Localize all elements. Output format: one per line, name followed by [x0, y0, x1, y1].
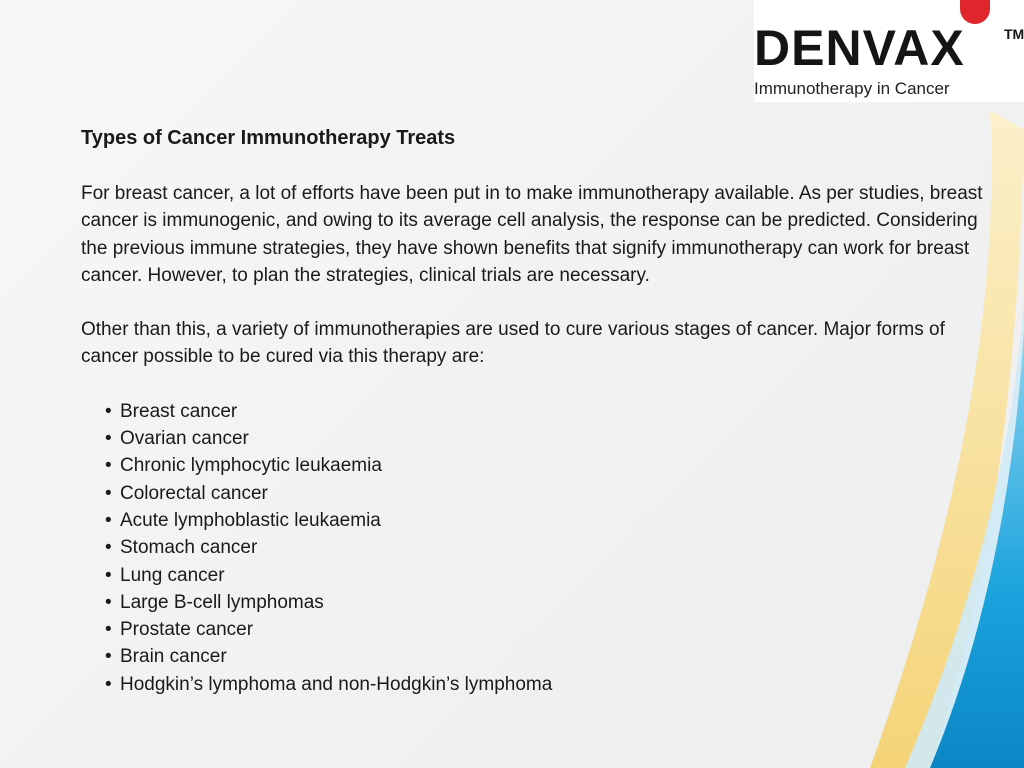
list-item-label: Colorectal cancer: [120, 482, 268, 504]
cancer-types-list: [81, 398, 1001, 698]
bullet-icon: •: [105, 646, 112, 668]
list-item-label: Hodgkin’s lymphoma and non-Hodgkin’s lymphoma: [120, 673, 553, 695]
slide-content: [81, 125, 1001, 698]
logo-wordmark: DENVAX: [754, 20, 965, 76]
list-item: [105, 562, 1001, 589]
list-item: [105, 671, 1001, 698]
list-item-label: Brain cancer: [120, 646, 227, 668]
list-item: [105, 589, 1001, 616]
list-item-label: Breast cancer: [120, 400, 238, 422]
bullet-icon: •: [105, 537, 112, 559]
list-item-label: Chronic lymphocytic leukaemia: [120, 455, 382, 477]
list-item: [105, 507, 1001, 534]
list-item: [105, 425, 1001, 452]
bullet-icon: •: [105, 619, 112, 641]
list-item: [105, 452, 1001, 479]
bullet-icon: •: [105, 673, 112, 695]
paragraph-breast-cancer: For breast cancer, a lot of efforts have been put in to make immunotherapy available. As per studies, breast cancer is immunogenic, and owing to its average cell analysis, the response can be predicted. Considering the previous immune strategies, they have shown benefits that signify immunotherapy can work for breast cancer. However, to plan the strategies, clinical trials are necessary.: [81, 183, 983, 286]
logo-trademark: TM: [1004, 26, 1024, 42]
bullet-icon: •: [105, 509, 112, 531]
bullet-icon: •: [105, 482, 112, 504]
list-item: [105, 534, 1001, 561]
list-item: [105, 480, 1001, 507]
list-item-label: Acute lymphoblastic leukaemia: [120, 509, 381, 531]
bullet-icon: •: [105, 455, 112, 477]
bullet-icon: •: [105, 400, 112, 422]
logo-tagline: Immunotherapy in Cancer: [754, 79, 950, 98]
slide-title: Types of Cancer Immunotherapy Treats: [81, 127, 456, 149]
list-item: [105, 643, 1001, 670]
list-item-label: Prostate cancer: [120, 619, 254, 641]
list-item: [105, 398, 1001, 425]
bullet-icon: •: [105, 591, 112, 613]
list-item-label: Lung cancer: [120, 564, 225, 586]
list-item: [105, 616, 1001, 643]
paragraph-other-therapies: Other than this, a variety of immunotherapies are used to cure various stages of cancer. Major forms of cancer possible to be cured via this therapy are:: [81, 319, 945, 368]
list-item-label: Large B-cell lymphomas: [120, 591, 324, 613]
bullet-icon: •: [105, 428, 112, 450]
bullet-icon: •: [105, 564, 112, 586]
list-item-label: Ovarian cancer: [120, 428, 249, 450]
list-item-label: Stomach cancer: [120, 537, 258, 559]
